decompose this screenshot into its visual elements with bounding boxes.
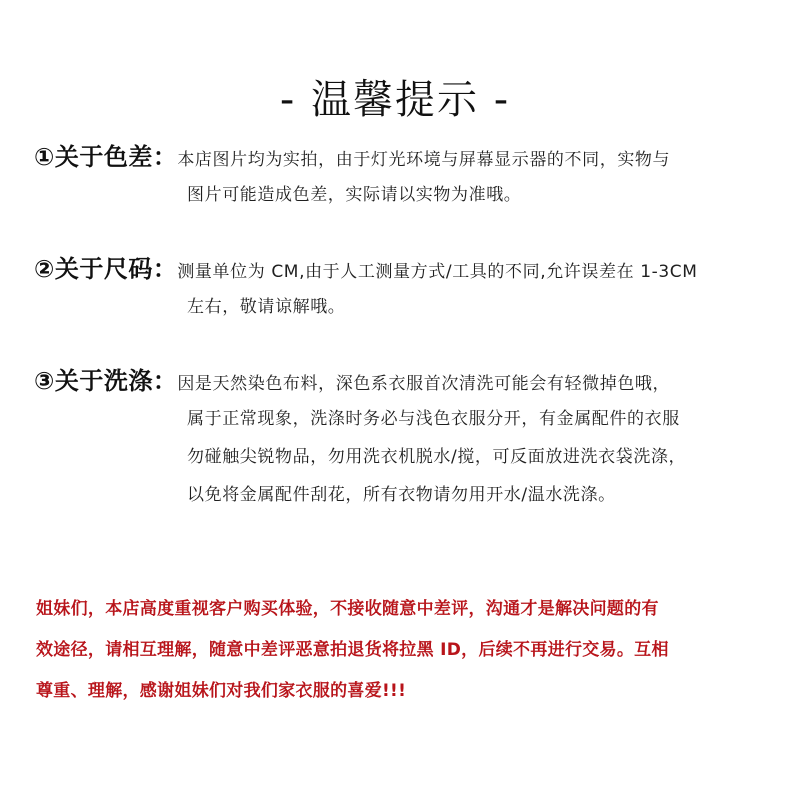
section-text: 勿碰触尖锐物品，勿用洗衣机脱水/搅，可反面放进洗衣袋洗涤，	[187, 447, 687, 467]
section-text: 因是天然染色布料，深色系衣服首次清洗可能会有轻微掉色哦，	[177, 374, 671, 394]
section-label: ③关于洗涤：	[34, 367, 178, 395]
section-text: 本店图片均为实拍，由于灯光环境与屏幕显示器的不同，实物与	[177, 150, 671, 170]
section-text: 测量单位为 CM,由于人工测量方式/工具的不同,允许误差在 1-3CM	[177, 262, 698, 282]
notice-line: 姐妹们，本店高度重视客户购买体验，不接收随意中差评，沟通才是解决问题的有	[36, 599, 659, 619]
section-line	[34, 250, 774, 288]
section-line	[34, 362, 774, 400]
section-color-difference	[34, 138, 774, 214]
section-text: 属于正常现象，洗涤时务必与浅色衣服分开，有金属配件的衣服	[187, 409, 680, 429]
page-title: - 温馨提示 -	[279, 77, 511, 123]
section-text: 左右，敬请谅解哦。	[187, 297, 346, 317]
notice-line: 尊重、理解，感谢姐妹们对我们家衣服的喜爱!!!	[36, 681, 407, 701]
red-notice	[36, 589, 766, 712]
notice-line: 效途径，请相互理解，随意中差评恶意拍退货将拉黑 ID，后续不再进行交易。互相	[36, 640, 669, 660]
section-size	[34, 250, 774, 326]
section-text: 以免将金属配件刮花，所有衣物请勿用开水/温水洗涤。	[187, 485, 616, 505]
section-line	[34, 438, 774, 476]
section-line	[34, 138, 774, 176]
section-label: ①关于色差：	[34, 143, 178, 171]
section-line	[34, 176, 774, 214]
section-washing	[34, 362, 774, 514]
section-line	[34, 288, 774, 326]
section-label: ②关于尺码：	[34, 255, 178, 283]
section-line	[34, 476, 774, 514]
section-text: 图片可能造成色差，实际请以实物为准哦。	[187, 185, 522, 205]
section-line	[34, 400, 774, 438]
